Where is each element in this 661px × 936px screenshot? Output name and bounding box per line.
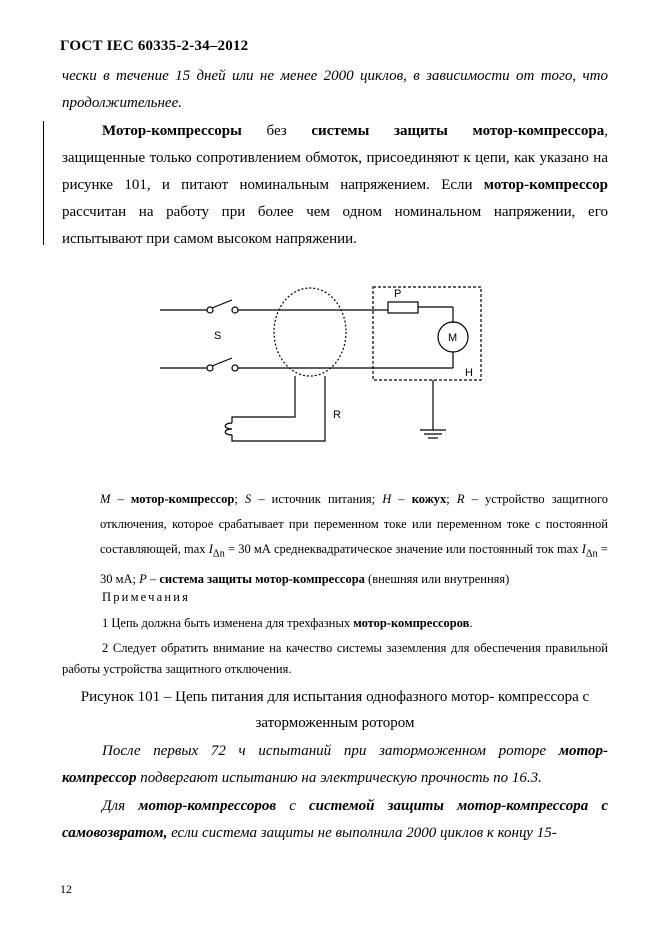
- figure-legend: [100, 487, 608, 592]
- text-span: подвергают испытанию на электрическую прочность по 16.3.: [136, 770, 542, 786]
- term-protection-system: системы защиты мотор-компрессора: [311, 123, 605, 139]
- figure-caption: Рисунок 101 – Цепь питания для испытания однофазного мотор- компрессора с заторможенным ротором: [80, 689, 590, 731]
- symbol-h: H: [382, 492, 392, 506]
- text-span: –: [146, 571, 160, 586]
- switch-blade: [212, 358, 232, 366]
- term-motor-compressors: мотор-компрессоров: [138, 798, 277, 814]
- motor-compressor-paragraph: [62, 118, 608, 253]
- text-span: , защищенные только сопротивлением обмоток, присоединяют к цепи, как указано на рисунке 101, и питают номинальным напряжением. Если: [62, 123, 608, 193]
- text-span: –: [110, 492, 131, 506]
- text-span: – устройство защитного отключения, которое срабатывает при переменном токе или переменном токе с постоянной составляющей, max: [100, 492, 609, 556]
- change-marker-bar: [43, 121, 44, 245]
- label-p: P: [394, 288, 402, 300]
- label-r: R: [333, 409, 341, 421]
- term-motor-compressors: Мотор-компрессоры: [102, 123, 242, 139]
- term-motor-compressor: мотор-компрессор: [130, 492, 235, 506]
- note-2: 2 Следует обратить внимание на качество системы заземления для обеспечения правильной работы устройства защитного отключения.: [62, 641, 608, 676]
- symbol-i: I: [581, 542, 586, 556]
- term-housing: кожух: [411, 492, 447, 506]
- symbol-r: R: [456, 492, 465, 506]
- rcd-toroid: [274, 288, 346, 376]
- label-m: M: [448, 332, 458, 344]
- text-span: Для: [102, 798, 139, 814]
- sense-wire: [232, 376, 325, 441]
- term-motor-compressors: мотор-компрессоров: [353, 616, 470, 630]
- symbol-p: P: [139, 571, 147, 586]
- symbol-i-subscript: Δn: [212, 548, 225, 560]
- after-test-paragraph: [62, 738, 608, 792]
- switch-contact: [232, 365, 238, 371]
- text-span: с: [276, 798, 309, 814]
- sense-wire: [232, 376, 295, 423]
- text-span: ;: [446, 492, 457, 506]
- circuit-diagram: [150, 275, 490, 455]
- text-span: .: [469, 616, 473, 630]
- term-motor-compressor: мотор-компрессор: [483, 177, 608, 193]
- document-header-title: ГОСТ IEC 60335-2-34–2012: [60, 38, 249, 54]
- text-span: 1 Цепь должна быть изменена для трехфазных: [102, 616, 354, 630]
- page-number: 12: [60, 882, 72, 896]
- label-h: H: [465, 367, 473, 379]
- paragraph-body: [62, 118, 608, 253]
- self-reset-paragraph: [62, 793, 608, 847]
- symbol-s: S: [244, 492, 252, 506]
- text-span: = 30 мА;: [100, 542, 608, 586]
- switch-contact: [232, 307, 238, 313]
- symbol-i: I: [208, 542, 213, 556]
- term-self-reset-protection: системой защиты мотор-компрессора с самовозвратом,: [62, 798, 608, 841]
- text-span: ;: [234, 492, 245, 506]
- notes-title: Примечания: [102, 590, 191, 604]
- note-1: [62, 613, 608, 634]
- protector-p: [388, 302, 418, 313]
- symbol-m: M: [100, 492, 111, 506]
- text-span: – источник питания;: [251, 492, 383, 506]
- text-span: После первых 72 ч испытаний при заторможенном роторе: [102, 743, 559, 759]
- text-span: если система защиты не выполнила 2000 циклов к концу 15-: [167, 825, 557, 841]
- text-span: = 30 мА среднеквадратическое значение или постоянный ток max: [224, 542, 582, 556]
- text-span: без: [241, 123, 312, 139]
- term-motor-compressor: мотор-компрессор: [62, 743, 608, 786]
- continuation-paragraph: чески в течение 15 дней или не менее 2000 циклов, в зависимости от того, что продолжительнее.: [62, 68, 608, 111]
- text-span: (внешняя или внутренняя): [364, 571, 510, 586]
- text-span: рассчитан на работу при более чем одном номинальном напряжении, его испытывают при самом высоком напряжении.: [62, 204, 608, 247]
- term-protection-system: система защиты мотор-компрессора: [159, 571, 365, 586]
- switch-blade: [212, 300, 232, 308]
- label-s: S: [214, 330, 222, 342]
- symbol-i-subscript: Δn: [585, 548, 598, 560]
- text-span: –: [391, 492, 412, 506]
- relay-coil: [225, 423, 232, 435]
